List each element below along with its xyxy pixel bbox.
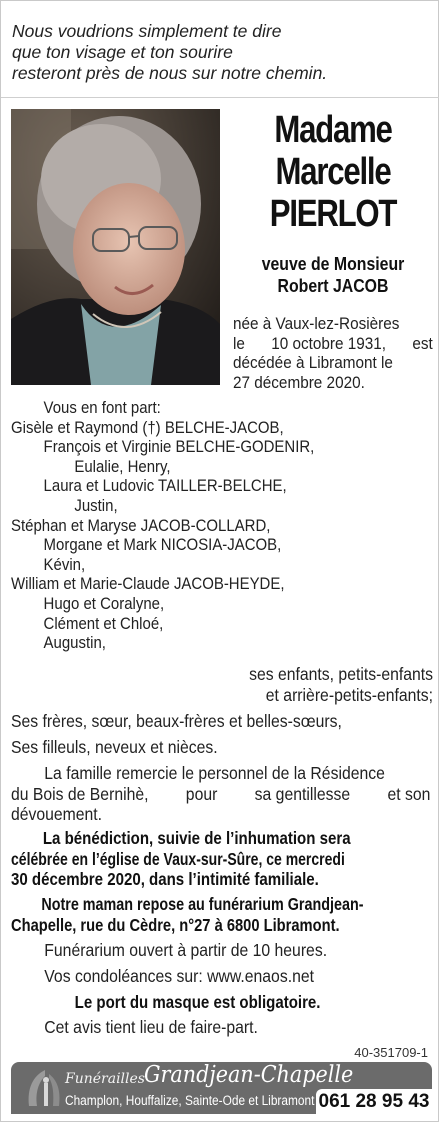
siblings-line — [11, 711, 431, 732]
family-line: François et Virginie BELCHE-GODENIR, — [43, 437, 315, 457]
siblings-text: Ses frères, sœur, beaux-frères et belles-sœurs, — [11, 711, 342, 731]
condolences-text: Vos condoléances sur: www.enaos.net — [44, 966, 314, 986]
birth-death-info — [233, 314, 433, 392]
quote-line: que ton visage et ton sourire — [12, 42, 233, 62]
thanks-line: La famille remercie le personnel de la Résidence — [44, 763, 385, 783]
thanks-paragraph — [11, 763, 431, 825]
family-line: Augustin, — [43, 633, 106, 653]
funeral-home-banner — [11, 1062, 432, 1114]
mask-text: Le port du masque est obligatoire. — [74, 992, 321, 1012]
opening-hours — [11, 940, 431, 961]
thanks-word: et son — [387, 783, 431, 804]
quote-line: Nous voudrions simplement te dire — [12, 21, 282, 41]
company-name: Grandjean-Chapelle — [144, 1062, 354, 1088]
family-list — [11, 398, 436, 653]
children-summary — [141, 664, 433, 706]
thanks-word: du Bois de Bernihè, — [11, 783, 149, 804]
family-line: Gisèle et Raymond (†) BELCHE-JACOB, — [11, 417, 284, 437]
family-line: Morgane et Mark NICOSIA-JACOB, — [43, 535, 282, 555]
family-line: Hugo et Coralyne, — [43, 593, 165, 613]
godchildren-text: Ses filleuls, neveux et nièces. — [11, 737, 218, 757]
family-line: Laura et Ludovic TAILLER-BELCHE, — [43, 476, 287, 496]
birth-date-word: est — [412, 333, 433, 353]
family-line: Kévin, — [43, 554, 86, 574]
ceremony-line: La bénédiction, suivie de l’inhumation sera — [42, 828, 351, 848]
funeral-home-line: Chapelle, rue du Cèdre, n°27 à 6800 Libramont. — [11, 914, 340, 935]
quote-line: resteront près de nous sur notre chemin. — [12, 63, 328, 83]
widow-of — [233, 253, 433, 297]
reference-number: 40-351709-1 — [354, 1045, 428, 1060]
husband-name: Robert JACOB — [277, 276, 389, 296]
notice-text: Cet avis tient lieu de faire-part. — [44, 1017, 258, 1037]
funeral-home-line: Notre maman repose au funérarium Grandjean- — [41, 894, 364, 914]
name-title: Madame — [274, 109, 392, 151]
portrait-photo — [11, 109, 220, 385]
family-intro: Vous en font part: — [43, 398, 161, 417]
family-line: Eulalie, Henry, — [74, 456, 171, 476]
divider — [1, 97, 439, 98]
phone-number: 061 28 95 43 — [316, 1089, 432, 1114]
first-name: Marcelle — [275, 151, 391, 193]
opening-text: Funérarium ouvert à partir de 10 heures. — [44, 940, 328, 960]
thanks-word: pour — [185, 783, 218, 804]
widow-line: veuve de Monsieur — [261, 254, 405, 274]
birth-date: 10 octobre 1931, — [271, 333, 387, 353]
godchildren-line — [11, 737, 431, 758]
funerailles-label: Funérailles — [65, 1071, 145, 1087]
birth-date-line — [233, 334, 433, 354]
children-line: et arrière-petits-enfants; — [265, 685, 433, 705]
deceased-name — [233, 109, 433, 235]
ceremony-paragraph — [11, 828, 431, 890]
funeral-home-paragraph — [11, 894, 431, 935]
family-line: Justin, — [74, 495, 118, 515]
ceremony-line: 30 décembre 2020, dans l’intimité familiale. — [11, 869, 319, 889]
thanks-word: sa gentillesse — [254, 783, 351, 804]
mask-notice — [11, 992, 431, 1013]
birth-line: née à Vaux-lez-Rosières — [233, 314, 400, 333]
thanks-line: dévouement. — [11, 804, 103, 824]
family-line: Clément et Chloé, — [43, 613, 164, 633]
thanks-line-justified — [11, 784, 430, 805]
family-line: Stéphan et Maryse JACOB-COLLARD, — [11, 515, 271, 535]
family-line: William et Marie-Claude JACOB-HEYDE, — [11, 574, 285, 594]
children-line: ses enfants, petits-enfants — [249, 664, 433, 684]
company-locations: Champlon, Houffalize, Sainte-Ode et Libramont — [65, 1093, 315, 1108]
ceremony-line: célébrée en l’église de Vaux-sur-Sûre, ce mercredi — [11, 848, 345, 869]
birth-date-word: le — [233, 333, 245, 353]
condolences — [11, 966, 431, 987]
death-line: décédée à Libramont le — [233, 353, 393, 372]
faire-part-notice — [11, 1017, 431, 1038]
angel-logo-icon — [19, 1066, 71, 1112]
last-name: PIERLOT — [269, 193, 397, 235]
epitaph-quote — [12, 21, 432, 84]
death-date: 27 décembre 2020. — [233, 372, 365, 392]
